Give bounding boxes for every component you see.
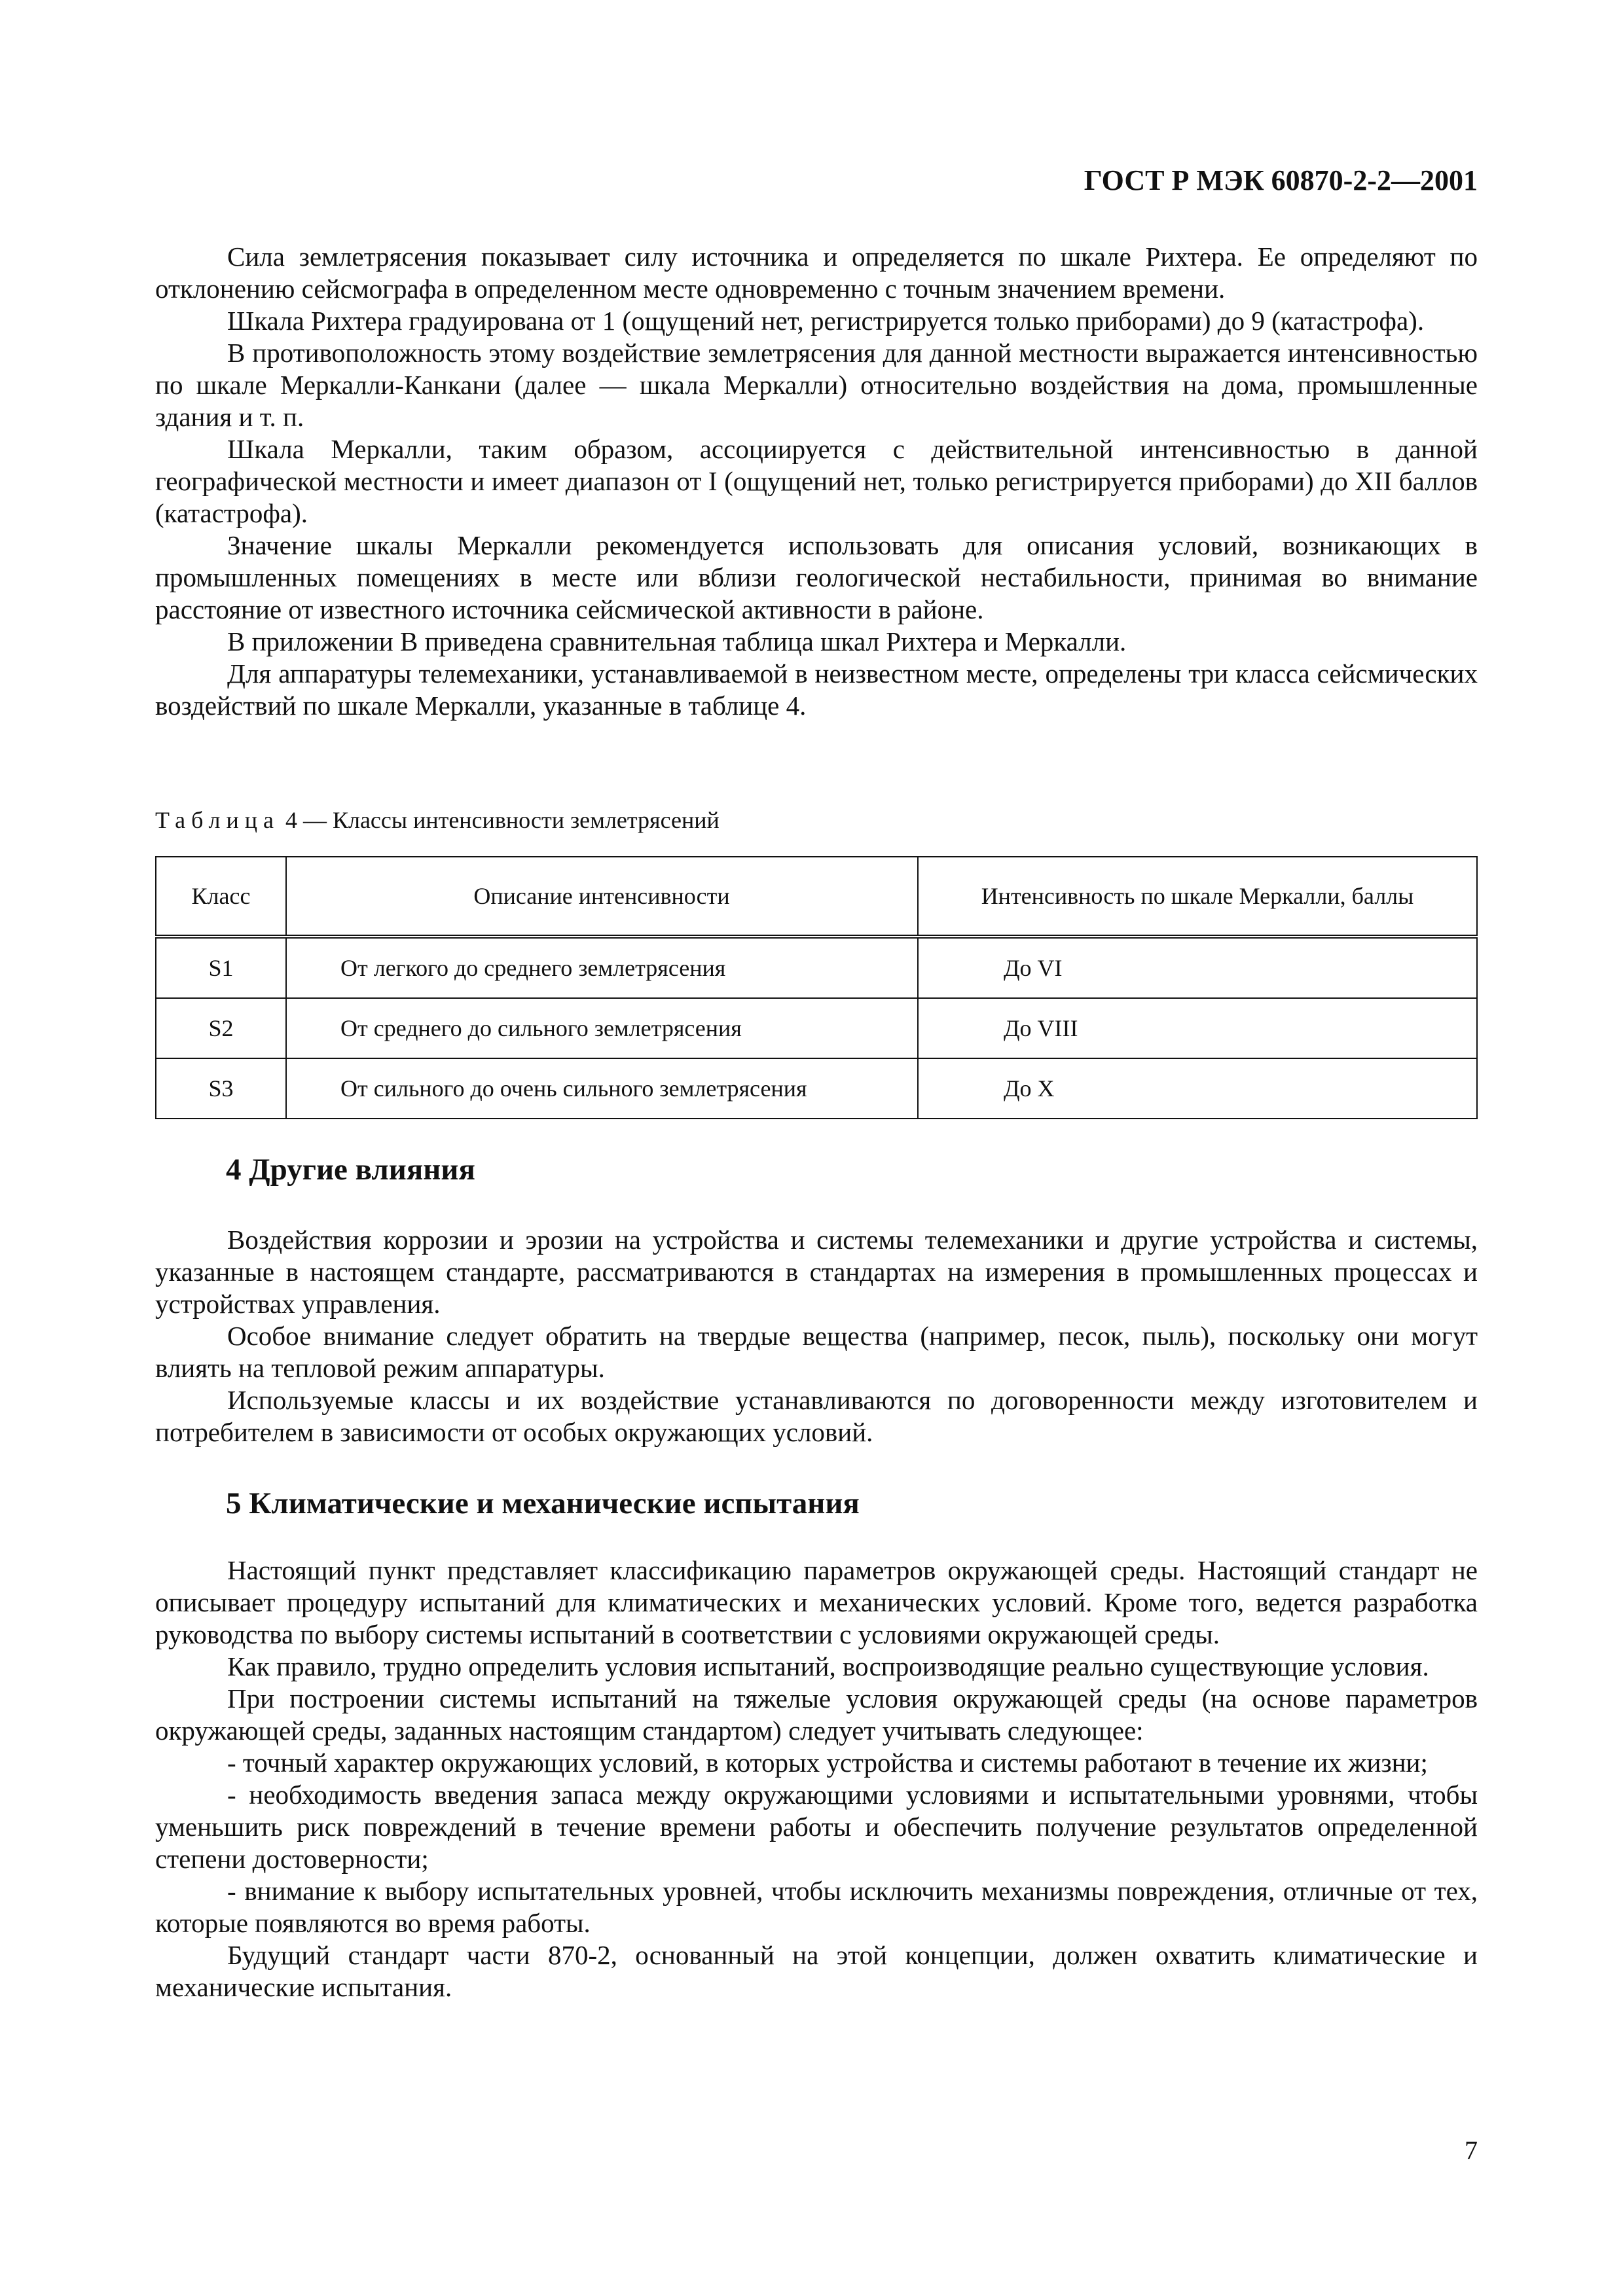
section-4-title: 4 Другие влияния — [226, 1153, 475, 1187]
cell-class: S2 — [156, 998, 286, 1058]
table-caption — [155, 806, 720, 834]
section-5-text — [155, 1554, 1478, 2003]
paragraph: Используемые классы и их воздействие устанавливаются по договоренности между изготовителем и потребителем в зависимости от особых окружающих условий. — [155, 1385, 1478, 1447]
header-description: Описание интенсивности — [286, 857, 918, 937]
table-row — [156, 937, 1477, 998]
cell-intensity: До VIII — [918, 998, 1477, 1058]
paragraph: - внимание к выбору испытательных уровней, чтобы исключить механизмы повреждения, отличные от тех, которые появляются во время работы. — [155, 1876, 1478, 1938]
header-class: Класс — [156, 857, 286, 937]
section-4-text — [155, 1224, 1478, 1448]
paragraph: Значение шкалы Меркалли рекомендуется использовать для описания условий, возникающих в промышленных помещениях в месте или вблизи геологической нестабильности, принимая во внимание расстояние от известного источника сейсмической активности в районе. — [155, 530, 1478, 624]
paragraph: При построении системы испытаний на тяжелые условия окружающей среды (на основе параметров окружающей среды, заданных настоящим стандартом) следует учитывать следующее: — [155, 1683, 1478, 1746]
table-row — [156, 1058, 1477, 1119]
paragraph: В противоположность этому воздействие землетрясения для данной местности выражается интенсивностью по шкале Меркалли-Канкани (далее — шкала Меркалли) относительно воздействия на дома, промышленные здания и т. п. — [155, 338, 1478, 432]
section-5-title: 5 Климатические и механические испытания — [226, 1486, 860, 1520]
paragraph: Как правило, трудно определить условия испытаний, воспроизводящие реально существующие условия. — [227, 1651, 1429, 1681]
intro-text — [155, 241, 1478, 722]
page-number: 7 — [1465, 2136, 1478, 2165]
table-caption-prefix: Таблица — [155, 807, 280, 833]
document-header: ГОСТ Р МЭК 60870-2-2—2001 — [1084, 164, 1478, 196]
paragraph: - точный характер окружающих условий, в которых устройства и системы работают в течение их жизни; — [227, 1748, 1428, 1778]
header-intensity: Интенсивность по шкале Меркалли, баллы — [918, 857, 1477, 937]
cell-class: S3 — [156, 1058, 286, 1119]
intensity-table — [155, 856, 1478, 1119]
paragraph: Воздействия коррозии и эрозии на устройства и системы телемеханики и другие устройства и системы, указанные в настоящем стандарте, рассматриваются в стандартах на измерения в промышленных процессах и устройствах управления. — [155, 1225, 1478, 1319]
paragraph: Настоящий пункт представляет классификацию параметров окружающей среды. Настоящий стандарт не описывает процедуру испытаний для климатических и механических условий. Кроме того, ведется разработка руководства по выбору системы испытаний в соответствии с условиями окружающей среды. — [155, 1555, 1478, 1649]
table-header-row — [156, 857, 1477, 937]
paragraph: Особое внимание следует обратить на твердые вещества (например, песок, пыль), поскольку они могут влиять на тепловой режим аппаратуры. — [155, 1321, 1478, 1383]
cell-description: От легкого до среднего землетрясения — [286, 937, 918, 998]
table-caption-text: 4 — Классы интенсивности землетрясений — [279, 807, 720, 833]
cell-intensity: До VI — [918, 937, 1477, 998]
paragraph: Будущий стандарт части 870-2, основанный на этой концепции, должен охватить климатические и механические испытания. — [155, 1940, 1478, 2002]
paragraph: В приложении В приведена сравнительная таблица шкал Рихтера и Меркалли. — [227, 626, 1127, 656]
paragraph: Шкала Меркалли, таким образом, ассоциируется с действительной интенсивностью в данной географической местности и имеет диапазон от I (ощущений нет, только регистрируется приборами) до XII баллов (катастрофа). — [155, 434, 1478, 528]
paragraph: - необходимость введения запаса между окружающими условиями и испытательными уровнями, чтобы уменьшить риск повреждений в течение времени работы и обеспечить получение результатов определенной степени достоверности; — [155, 1780, 1478, 1874]
paragraph: Шкала Рихтера градуирована от 1 (ощущений нет, регистрируется только приборами) до 9 (катастрофа). — [227, 306, 1425, 336]
table-row — [156, 998, 1477, 1058]
cell-description: От среднего до сильного землетрясения — [286, 998, 918, 1058]
paragraph: Для аппаратуры телемеханики, устанавливаемой в неизвестном месте, определены три класса сейсмических воздействий по шкале Меркалли, указанные в таблице 4. — [155, 658, 1478, 721]
cell-intensity: До X — [918, 1058, 1477, 1119]
paragraph: Сила землетрясения показывает силу источника и определяется по шкале Рихтера. Ее определяют по отклонению сейсмографа в определенном месте одновременно с точным значением времени. — [155, 242, 1478, 304]
cell-class: S1 — [156, 937, 286, 998]
cell-description: От сильного до очень сильного землетрясения — [286, 1058, 918, 1119]
